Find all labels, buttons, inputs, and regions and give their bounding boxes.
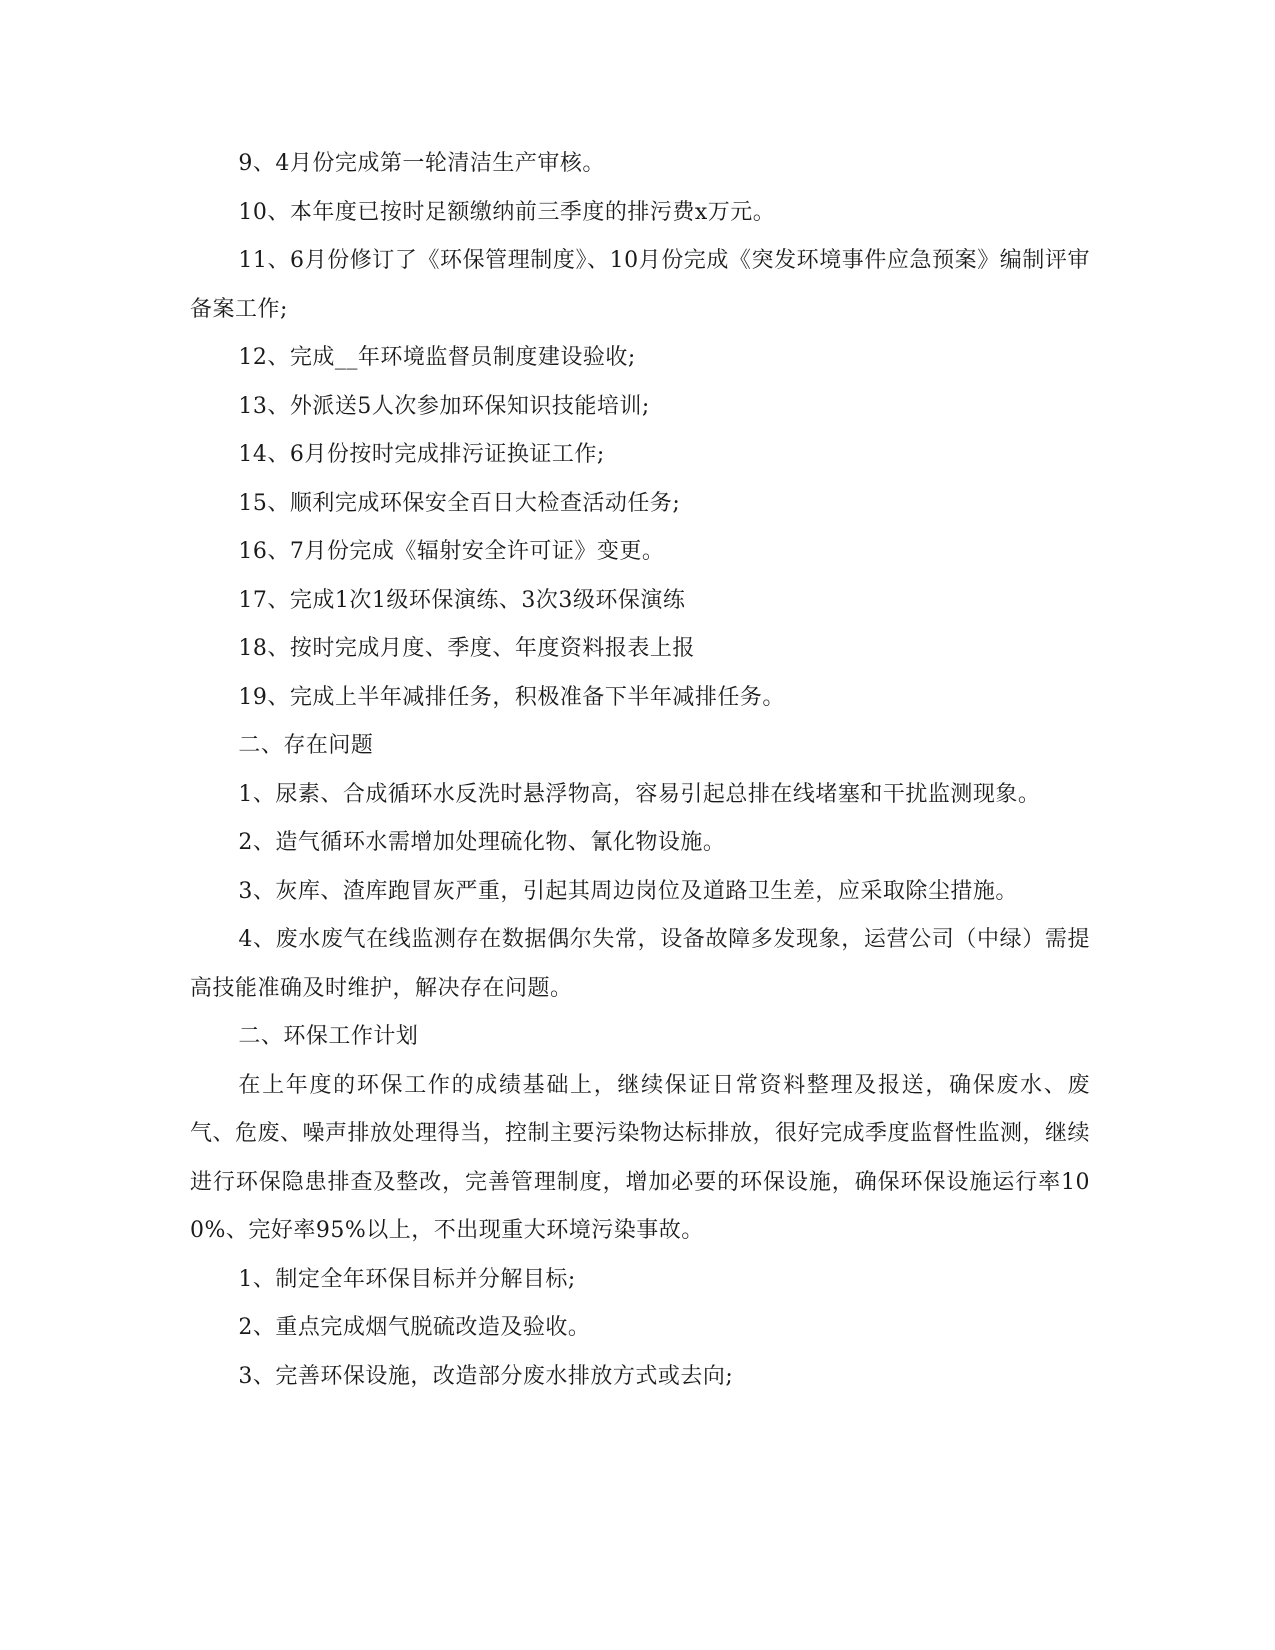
paragraph-item-19: 19、完成上半年减排任务，积极准备下半年减排任务。 (238, 684, 785, 710)
paragraph-item-15: 15、顺利完成环保安全百日大检查活动任务; (238, 490, 681, 516)
paragraph-item-12: 12、完成__年环境监督员制度建设验收; (238, 345, 636, 370)
paragraph-item-18: 18、按时完成月度、季度、年度资料报表上报 (238, 636, 695, 661)
problem-item-3: 3、灰库、渣库跑冒灰严重，引起其周边岗位及道路卫生差，应采取除尘措施。 (238, 878, 1018, 904)
document-body (190, 140, 1090, 1401)
section-heading-plan: 二、环保工作计划 (238, 1024, 419, 1049)
paragraph-item-10: 10、本年度已按时足额缴纳前三季度的排污费x万元。 (238, 199, 776, 225)
paragraph-item-17: 17、完成1次1级环保演练、3次3级环保演练 (238, 587, 686, 613)
plan-item-1: 1、制定全年环保目标并分解目标; (238, 1266, 576, 1292)
paragraph-item-14: 14、6月份按时完成排污证换证工作; (238, 442, 605, 467)
paragraph-item-13: 13、外派送5人次参加环保知识技能培训; (238, 393, 650, 419)
plan-intro-paragraph: 在上年度的环保工作的成绩基础上，继续保证日常资料整理及报送，确保废水、废气、危废、噪声排放处理得当，控制主要污染物达标排放，很好完成季度监督性监测，继续进行环保隐患排查及整改，完善管理制度，增加必要的环保设施，确保环保设施运行率100%、完好率95%以上，不出现重大环境污染事故。 (190, 1072, 1091, 1243)
plan-item-3: 3、完善环保设施，改造部分废水排放方式或去向; (238, 1363, 734, 1389)
section-heading-problems: 二、存在问题 (238, 733, 374, 758)
problem-item-4: 4、废水废气在线监测存在数据偶尔失常，设备故障多发现象，运营公司（中绿）需提高技能准确及时维护，解决存在问题。 (190, 927, 1090, 1001)
paragraph-item-11: 11、6月份修订了《环保管理制度》、10月份完成《突发环境事件应急预案》编制评审备案工作; (190, 248, 1090, 322)
plan-item-2: 2、重点完成烟气脱硫改造及验收。 (238, 1315, 591, 1340)
paragraph-item-9: 9、4月份完成第一轮清洁生产审核。 (238, 151, 605, 176)
problem-item-1: 1、尿素、合成循环水反洗时悬浮物高，容易引起总排在线堵塞和干扰监测现象。 (238, 781, 1041, 807)
problem-item-2: 2、造气循环水需增加处理硫化物、氰化物设施。 (238, 830, 726, 855)
paragraph-item-16: 16、7月份完成《辐射安全许可证》变更。 (238, 539, 665, 564)
